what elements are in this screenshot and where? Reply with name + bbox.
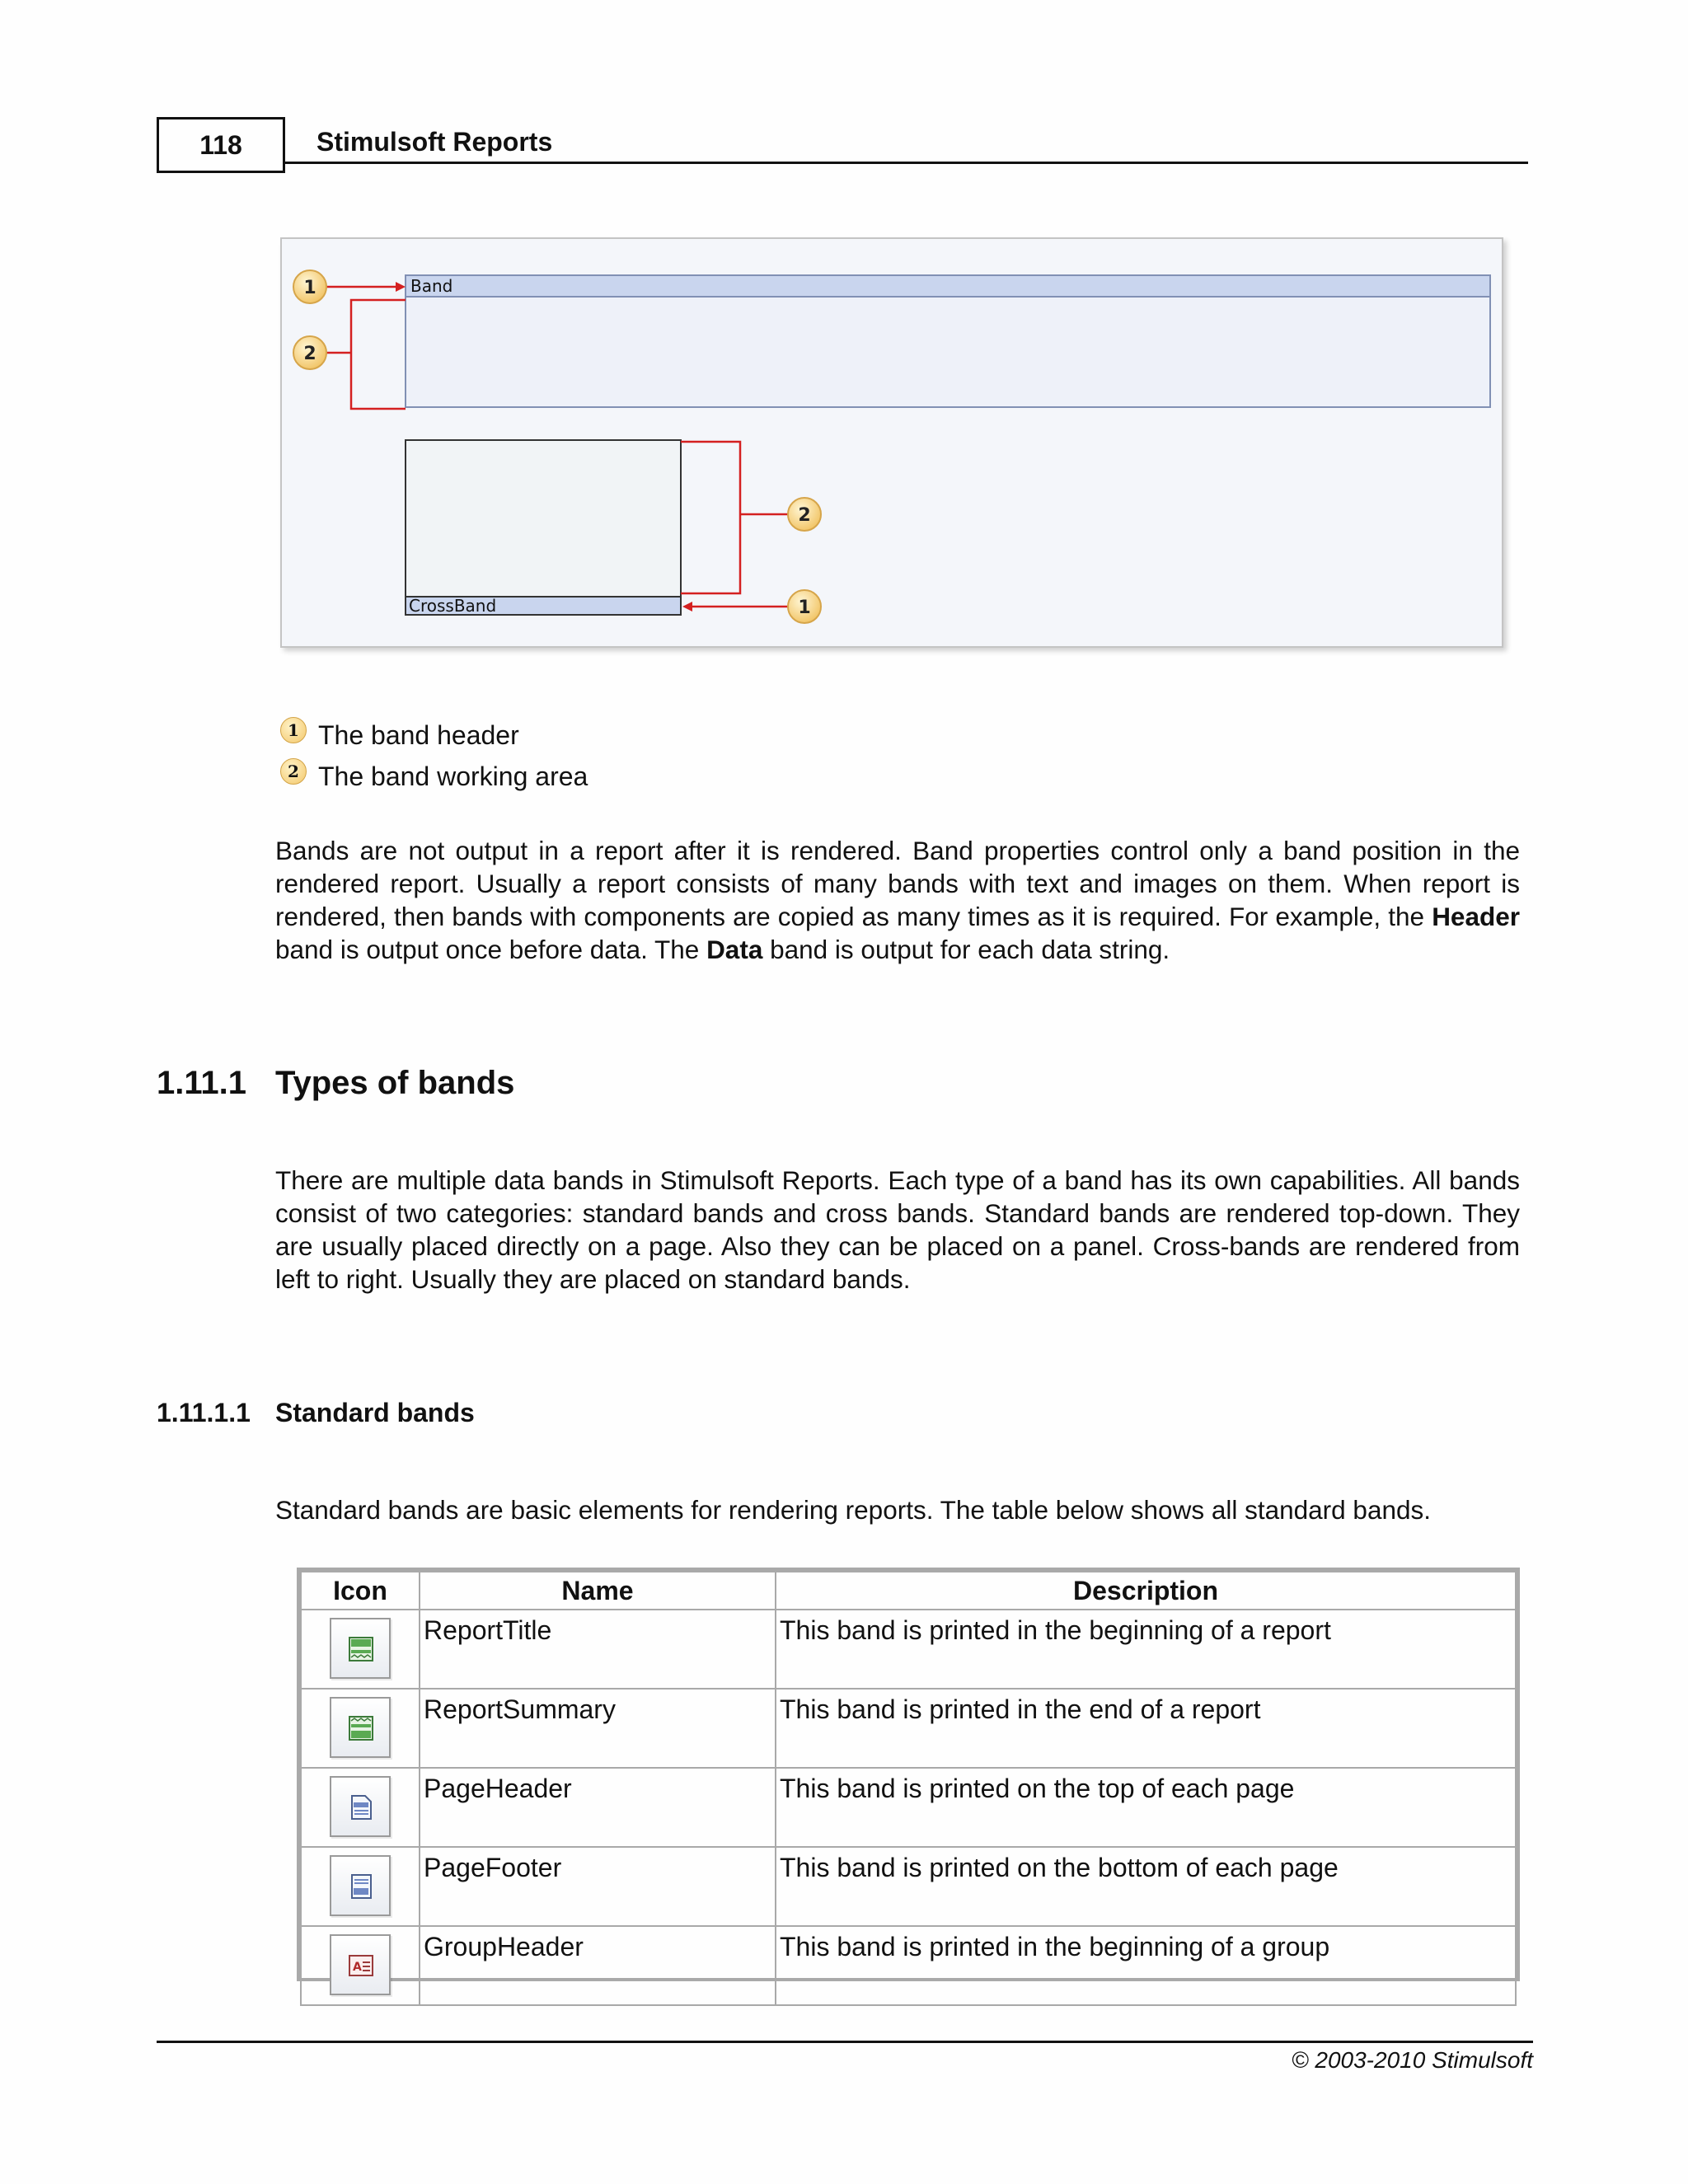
legend-text-1: The band header — [318, 720, 519, 750]
legend-badge-2: 2 — [280, 758, 307, 785]
svg-text:2: 2 — [798, 505, 811, 526]
icon-cell — [301, 1610, 420, 1689]
table-row — [301, 1689, 1516, 1768]
intro-text-2: band is output once before data. The — [275, 935, 707, 964]
table-row — [301, 1847, 1516, 1926]
band-description: This band is printed in the beginning of a report — [776, 1610, 1516, 1689]
bracket-working-area-top — [351, 300, 406, 409]
svg-text:1: 1 — [303, 278, 316, 298]
crossband-label: CrossBand — [409, 596, 497, 616]
table-row — [301, 1926, 1516, 2005]
icon-cell — [301, 1689, 420, 1768]
band-name: PageFooter — [420, 1847, 776, 1926]
footer-rule — [157, 2041, 1533, 2043]
section-paragraph: There are multiple data bands in Stimulsoft Reports. Each type of a band has its own capabilities. All bands consist of two categories: standard bands and cross bands. Standard bands are rendered top-down. They are usually placed directly on a page. Also they can be placed on a panel. Cross-bands are rendered from left to right. Usually they are placed on standard bands. — [275, 1165, 1520, 1294]
standard-bands-table — [297, 1568, 1520, 1981]
band-description: This band is printed on the top of each page — [776, 1768, 1516, 1847]
page-number-box — [157, 117, 285, 173]
table-header-row — [301, 1572, 1516, 1610]
callout-badge-1-top — [293, 270, 326, 303]
band-description: This band is printed on the bottom of each page — [776, 1847, 1516, 1926]
band-name: PageHeader — [420, 1768, 776, 1847]
band-working-area — [406, 297, 1490, 407]
callout-badge-1-cross — [788, 590, 821, 623]
group-header-icon — [330, 1934, 391, 1995]
band-name: ReportSummary — [420, 1689, 776, 1768]
subsection-heading — [157, 1398, 475, 1428]
footer-copyright: © 2003-2010 Stimulsoft — [1291, 2047, 1533, 2073]
col-header-icon: Icon — [301, 1572, 420, 1610]
legend-text-2: The band working area — [318, 762, 588, 791]
band-label: Band — [410, 276, 453, 296]
table-row — [301, 1610, 1516, 1689]
report-summary-icon — [330, 1697, 391, 1758]
legend-badge-1: 1 — [280, 717, 307, 743]
arrow-head-icon — [682, 602, 692, 612]
svg-text:A: A — [353, 1961, 362, 1974]
svg-text:1: 1 — [798, 598, 811, 618]
bracket-working-area-cross — [681, 442, 740, 593]
intro-text-1: Bands are not output in a report after it is rendered. Band properties control only a band position in the rendered report. Usually a report consists of many bands with text and images on them. When report is rendered, then bands with components are copied as many times as it is required. For example, the — [275, 836, 1520, 931]
intro-text-3: band is output for each data string. — [762, 935, 1170, 964]
svg-text:2: 2 — [303, 344, 316, 364]
page-number: 118 — [199, 129, 242, 160]
band-diagram-figure — [280, 237, 1503, 648]
arrow-head-icon — [396, 282, 406, 292]
intro-header-word: Header — [1432, 902, 1520, 931]
page-footer-icon — [330, 1855, 391, 1916]
intro-paragraph — [275, 834, 1520, 966]
col-header-description: Description — [776, 1572, 1516, 1610]
band-description: This band is printed in the beginning of a group — [776, 1926, 1516, 2005]
report-title-icon — [330, 1618, 391, 1679]
band-diagram — [282, 239, 1502, 646]
table-row — [301, 1768, 1516, 1847]
icon-cell — [301, 1768, 420, 1847]
section-title: Types of bands — [275, 1065, 515, 1101]
section-number: 1.11.1 — [157, 1065, 247, 1101]
callout-badge-2-cross — [788, 498, 821, 531]
band-name: GroupHeader — [420, 1926, 776, 2005]
col-header-name: Name — [420, 1572, 776, 1610]
band-name: ReportTitle — [420, 1610, 776, 1689]
band-header — [406, 275, 1490, 297]
icon-cell — [301, 1926, 420, 2005]
intro-data-word: Data — [706, 935, 763, 964]
callout-badge-2-top — [293, 336, 326, 369]
icon-cell — [301, 1847, 420, 1926]
running-header-title: Stimulsoft Reports — [316, 127, 553, 157]
header-rule — [285, 162, 1528, 164]
section-heading — [157, 1065, 514, 1102]
subsection-paragraph: Standard bands are basic elements for rendering reports. The table below shows all standard bands. — [275, 1495, 1431, 1525]
subsection-number: 1.11.1.1 — [157, 1398, 251, 1427]
band-description: This band is printed in the end of a report — [776, 1689, 1516, 1768]
page-header-icon — [330, 1776, 391, 1837]
subsection-title: Standard bands — [275, 1398, 475, 1427]
crossband-working-area — [406, 440, 681, 598]
